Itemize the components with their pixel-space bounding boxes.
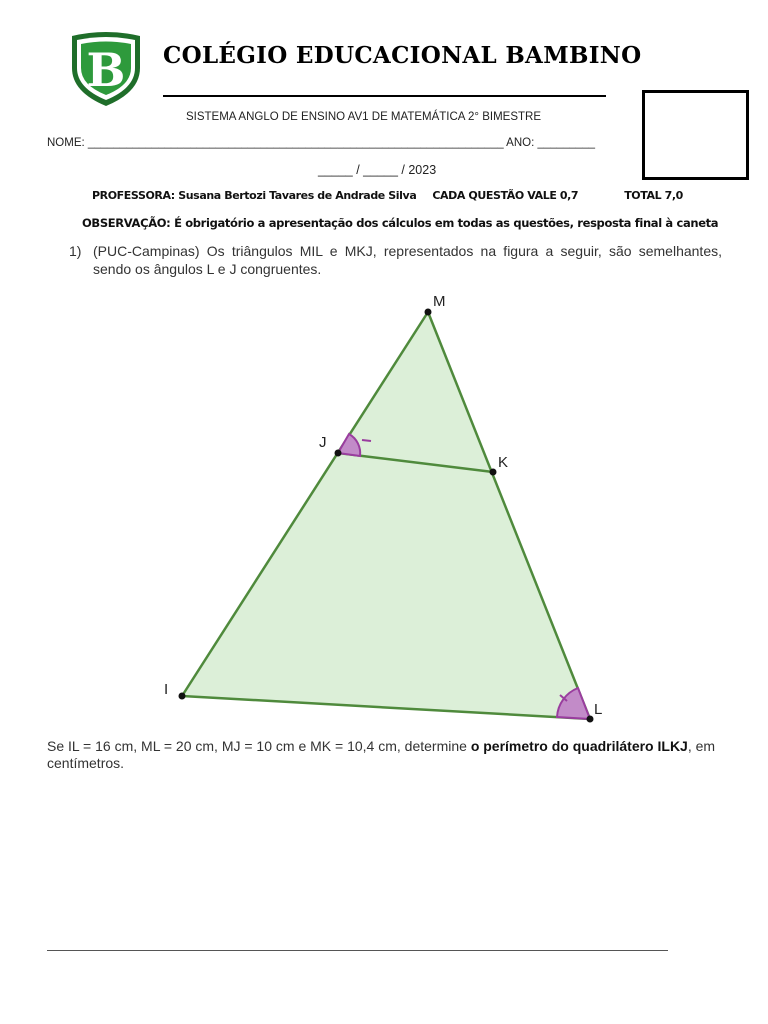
prompt-end: , em centímetros. bbox=[47, 738, 716, 771]
prompt-start: Se IL = 16 cm, ML = 20 cm, MJ = 10 cm e MK = 10,4 cm, determine bbox=[47, 738, 471, 754]
school-name: COLÉGIO EDUCACIONAL BAMBINO bbox=[163, 42, 642, 69]
label-j: J bbox=[319, 434, 327, 451]
label-i: I bbox=[164, 681, 169, 698]
angle-j-tick bbox=[362, 440, 371, 441]
label-k: K bbox=[498, 454, 509, 471]
title-underline bbox=[163, 95, 606, 97]
logo-letter: B bbox=[86, 43, 126, 97]
question-1 bbox=[69, 242, 722, 278]
observation-note: OBSERVAÇÃO: É obrigatório a apresentação dos cálculos em todas as questões, resposta final à caneta bbox=[82, 216, 719, 230]
point-m bbox=[425, 309, 432, 316]
question-statement: (PUC-Campinas) Os triângulos MIL e MKJ, representados na figura a seguir, são semelhantes, sendo os ângulos L e J congruentes. bbox=[93, 243, 722, 277]
date-field[interactable]: _____ / _____ / 2023 bbox=[318, 163, 437, 177]
professor-name: PROFESSORA: Susana Bertozi Tavares de Andrade Silva bbox=[92, 189, 417, 202]
question-value: CADA QUESTÃO VALE 0,7 bbox=[432, 189, 579, 202]
total-score: TOTAL 7,0 bbox=[624, 189, 683, 202]
label-m: M bbox=[433, 293, 446, 310]
photo-box bbox=[642, 90, 749, 180]
question-prompt bbox=[47, 738, 727, 772]
label-l: L bbox=[594, 701, 603, 718]
exam-system-line: SISTEMA ANGLO DE ENSINO AV1 DE MATEMÁTICA 2° BIMESTRE bbox=[186, 111, 542, 123]
point-j bbox=[335, 450, 342, 457]
professor-line bbox=[92, 189, 683, 202]
answer-line[interactable] bbox=[47, 950, 668, 951]
point-k bbox=[490, 469, 497, 476]
school-logo bbox=[66, 30, 146, 108]
name-year-field[interactable]: NOME: _________________________________________________________________ ANO: _________ bbox=[47, 137, 596, 149]
prompt-bold: o perímetro do quadrilátero ILKJ bbox=[470, 738, 688, 754]
point-l bbox=[587, 716, 594, 723]
question-number: 1) bbox=[69, 243, 82, 259]
triangle-mil-fill bbox=[182, 312, 590, 719]
point-i bbox=[179, 693, 186, 700]
triangle-figure bbox=[150, 285, 620, 730]
